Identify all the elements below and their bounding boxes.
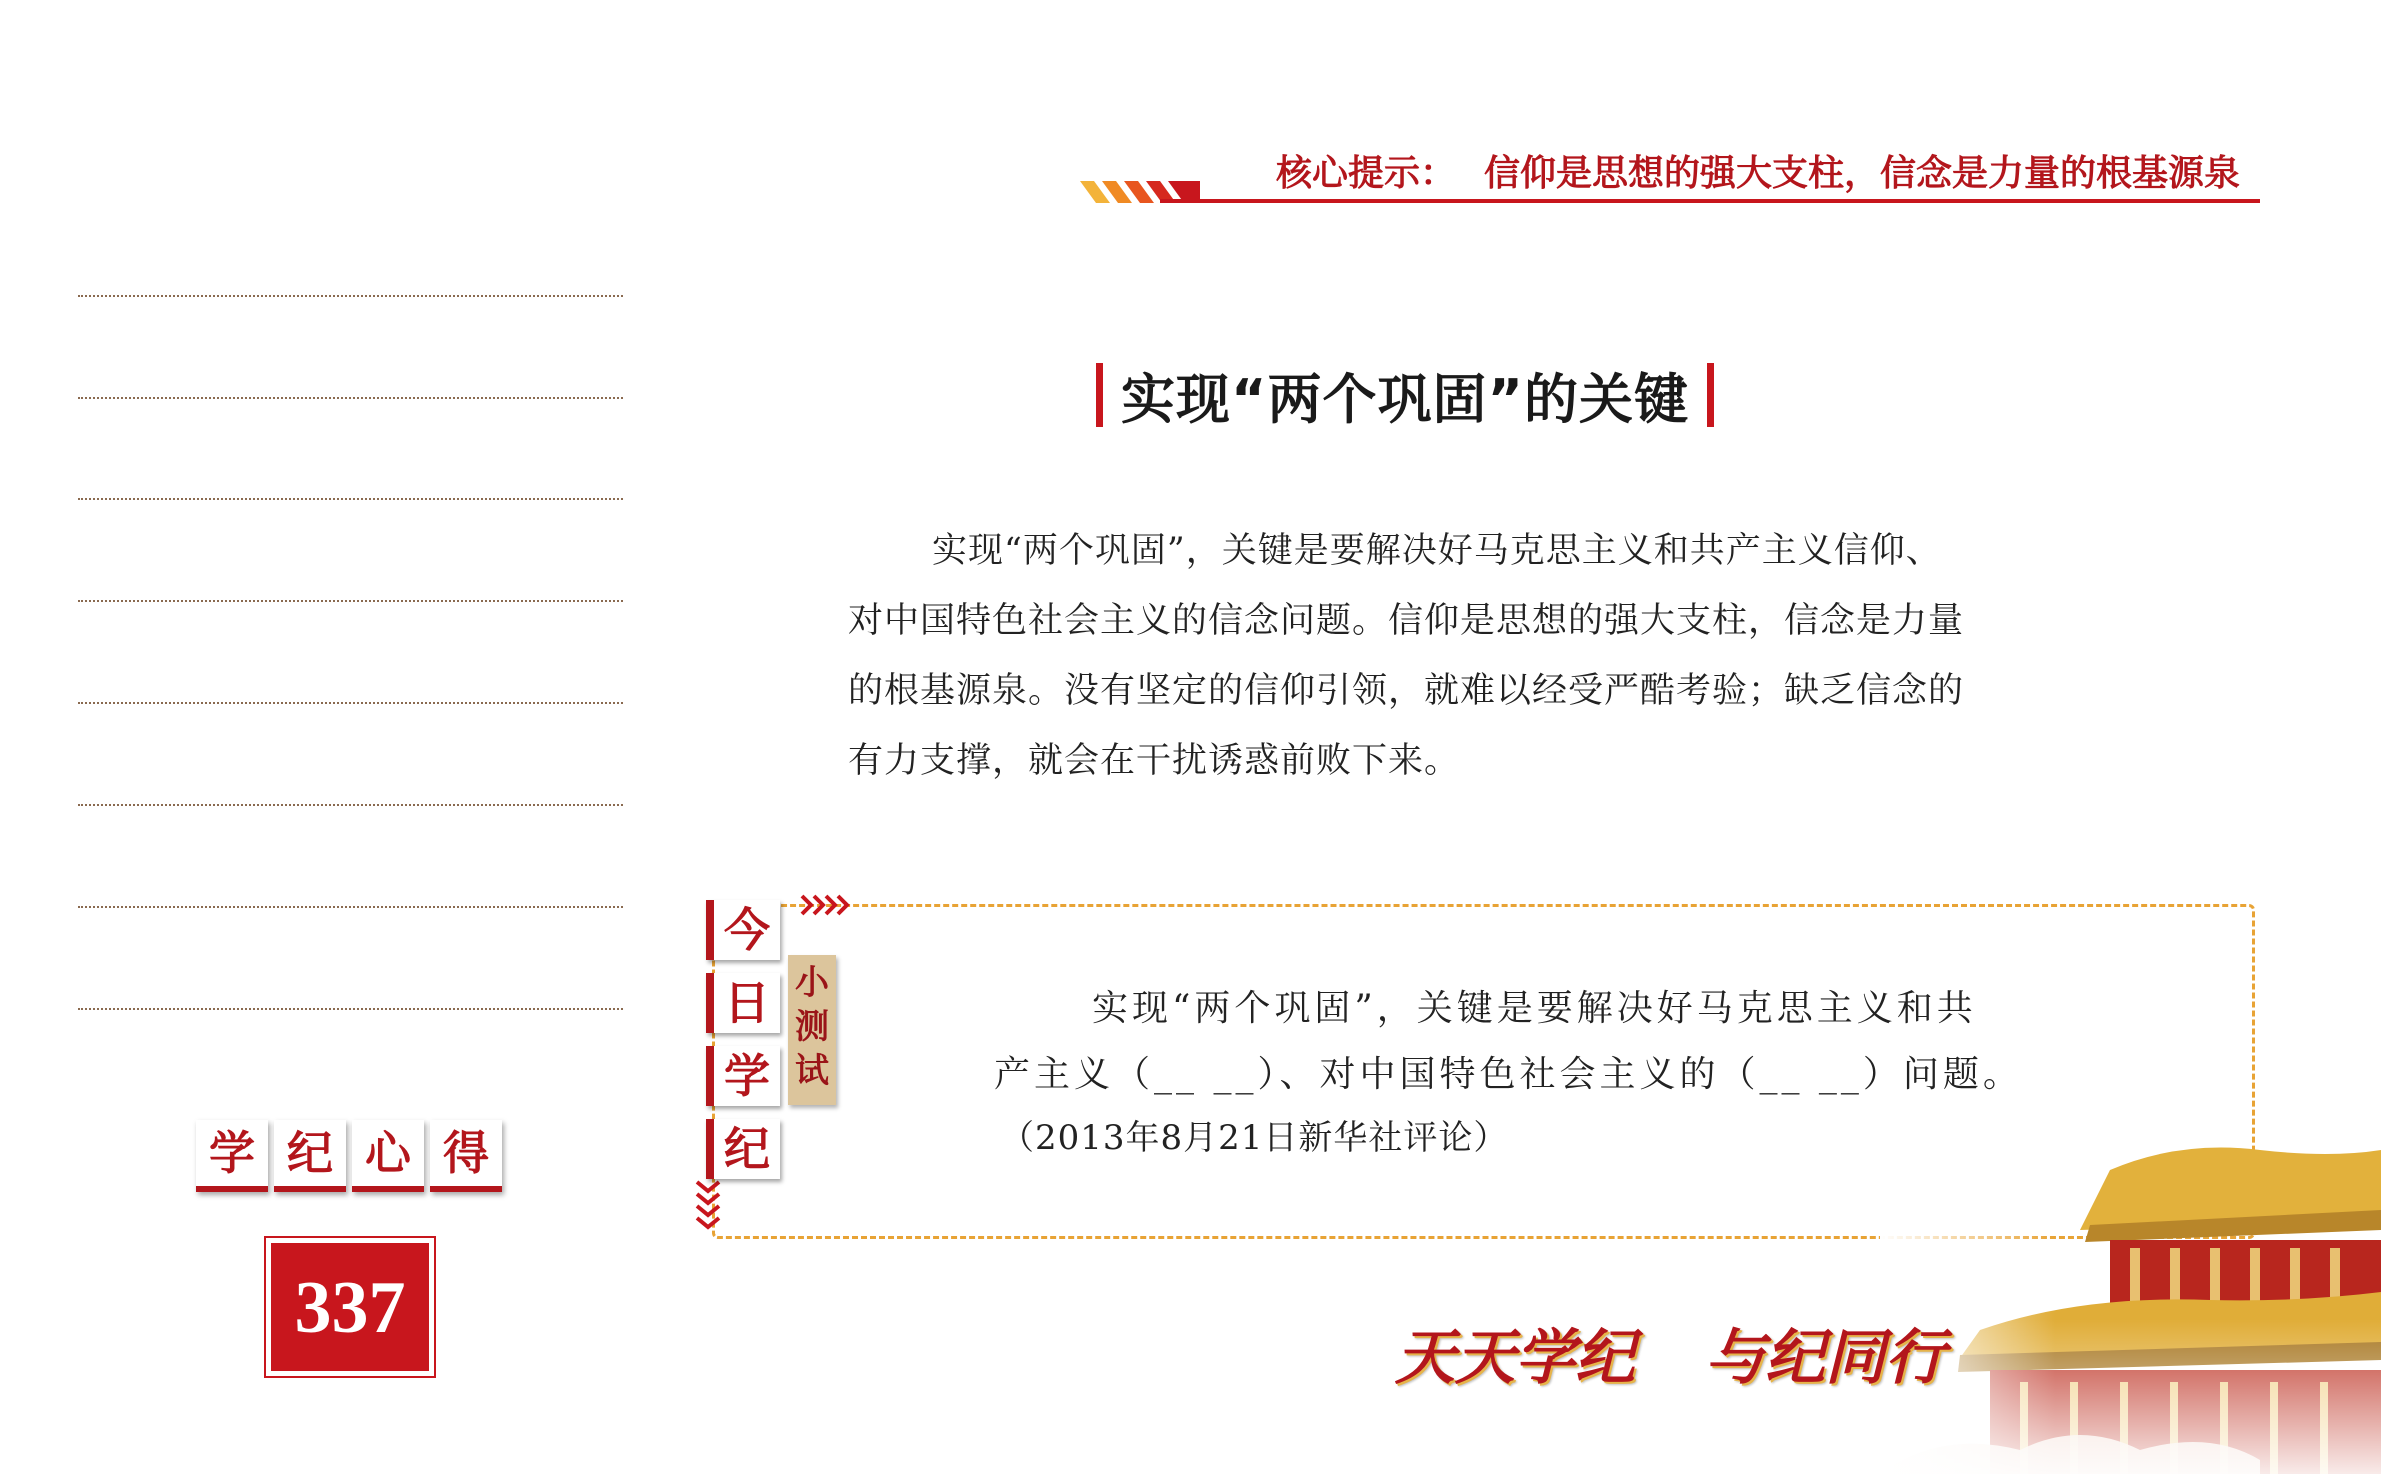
article-title-text: 实现“两个巩固”的关键 [1121, 367, 1689, 431]
article-title [1096, 360, 1714, 430]
quiz-sub-char: 小 [795, 963, 829, 1003]
note-line [78, 702, 623, 704]
notes-badge-char: 心 [352, 1120, 424, 1192]
quiz-tile: 学 [706, 1046, 780, 1106]
chevron-down-icon [694, 1180, 722, 1232]
page-number-text: 337 [271, 1243, 429, 1371]
quiz-tile: 日 [706, 973, 780, 1033]
note-line [78, 498, 623, 500]
slogan [1395, 1310, 1945, 1396]
notes-badge-char: 纪 [274, 1120, 346, 1192]
title-bar-right [1707, 363, 1714, 427]
note-line [78, 906, 623, 908]
paragraph-line: 对中国特色社会主义的信念问题。信仰是思想的强大支柱，信念是力量 [848, 601, 1965, 641]
quiz-question [994, 976, 2234, 1108]
header-divider [1160, 199, 2260, 203]
note-line [78, 600, 623, 602]
quiz-line: 实现“两个巩固”，关键是要解决好马克思主义和共 [1092, 988, 1977, 1029]
chevron-right-icon [800, 893, 856, 917]
title-bar-left [1096, 363, 1103, 427]
core-tip-header [1080, 135, 2260, 210]
core-tip-label: 核心提示： [1275, 153, 1456, 194]
note-line [78, 397, 623, 399]
quiz-subtitle [788, 955, 836, 1105]
article-body [848, 516, 2118, 796]
paragraph-line: 的根基源泉。没有坚定的信仰引领，就难以经受严酷考验；缺乏信念的 [848, 671, 1965, 711]
quiz-line: 产主义（__ __）、对中国特色社会主义的（__ __）问题。 [994, 1054, 2023, 1095]
quiz-tile: 纪 [706, 1119, 780, 1179]
quiz-sub-char: 测 [795, 1007, 829, 1047]
quiz-tile: 今 [706, 900, 780, 960]
core-tip-content: 信仰是思想的强大支柱，信念是力量的根基源泉 [1483, 153, 2240, 194]
tiananmen-gate-illustration [1880, 1130, 2381, 1474]
paragraph-line: 实现“两个巩固”，关键是要解决好马克思主义和共产主义信仰、 [932, 531, 1942, 571]
core-tip-text [1276, 145, 2240, 196]
note-line [78, 295, 623, 297]
slogan-part-1: 天天学纪 [1395, 1323, 1635, 1393]
notes-badge-char: 学 [196, 1120, 268, 1192]
quiz-source: （2013年8月21日新华社评论） [1000, 1118, 1509, 1158]
paragraph-line: 有力支撑，就会在干扰诱惑前败下来。 [848, 741, 1461, 781]
note-line [78, 1008, 623, 1010]
notes-badge-char: 得 [430, 1120, 502, 1192]
page-number [264, 1236, 436, 1378]
quiz-sub-char: 试 [795, 1051, 829, 1091]
slogan-part-2: 与纪同行 [1705, 1323, 1945, 1393]
note-line [78, 804, 623, 806]
